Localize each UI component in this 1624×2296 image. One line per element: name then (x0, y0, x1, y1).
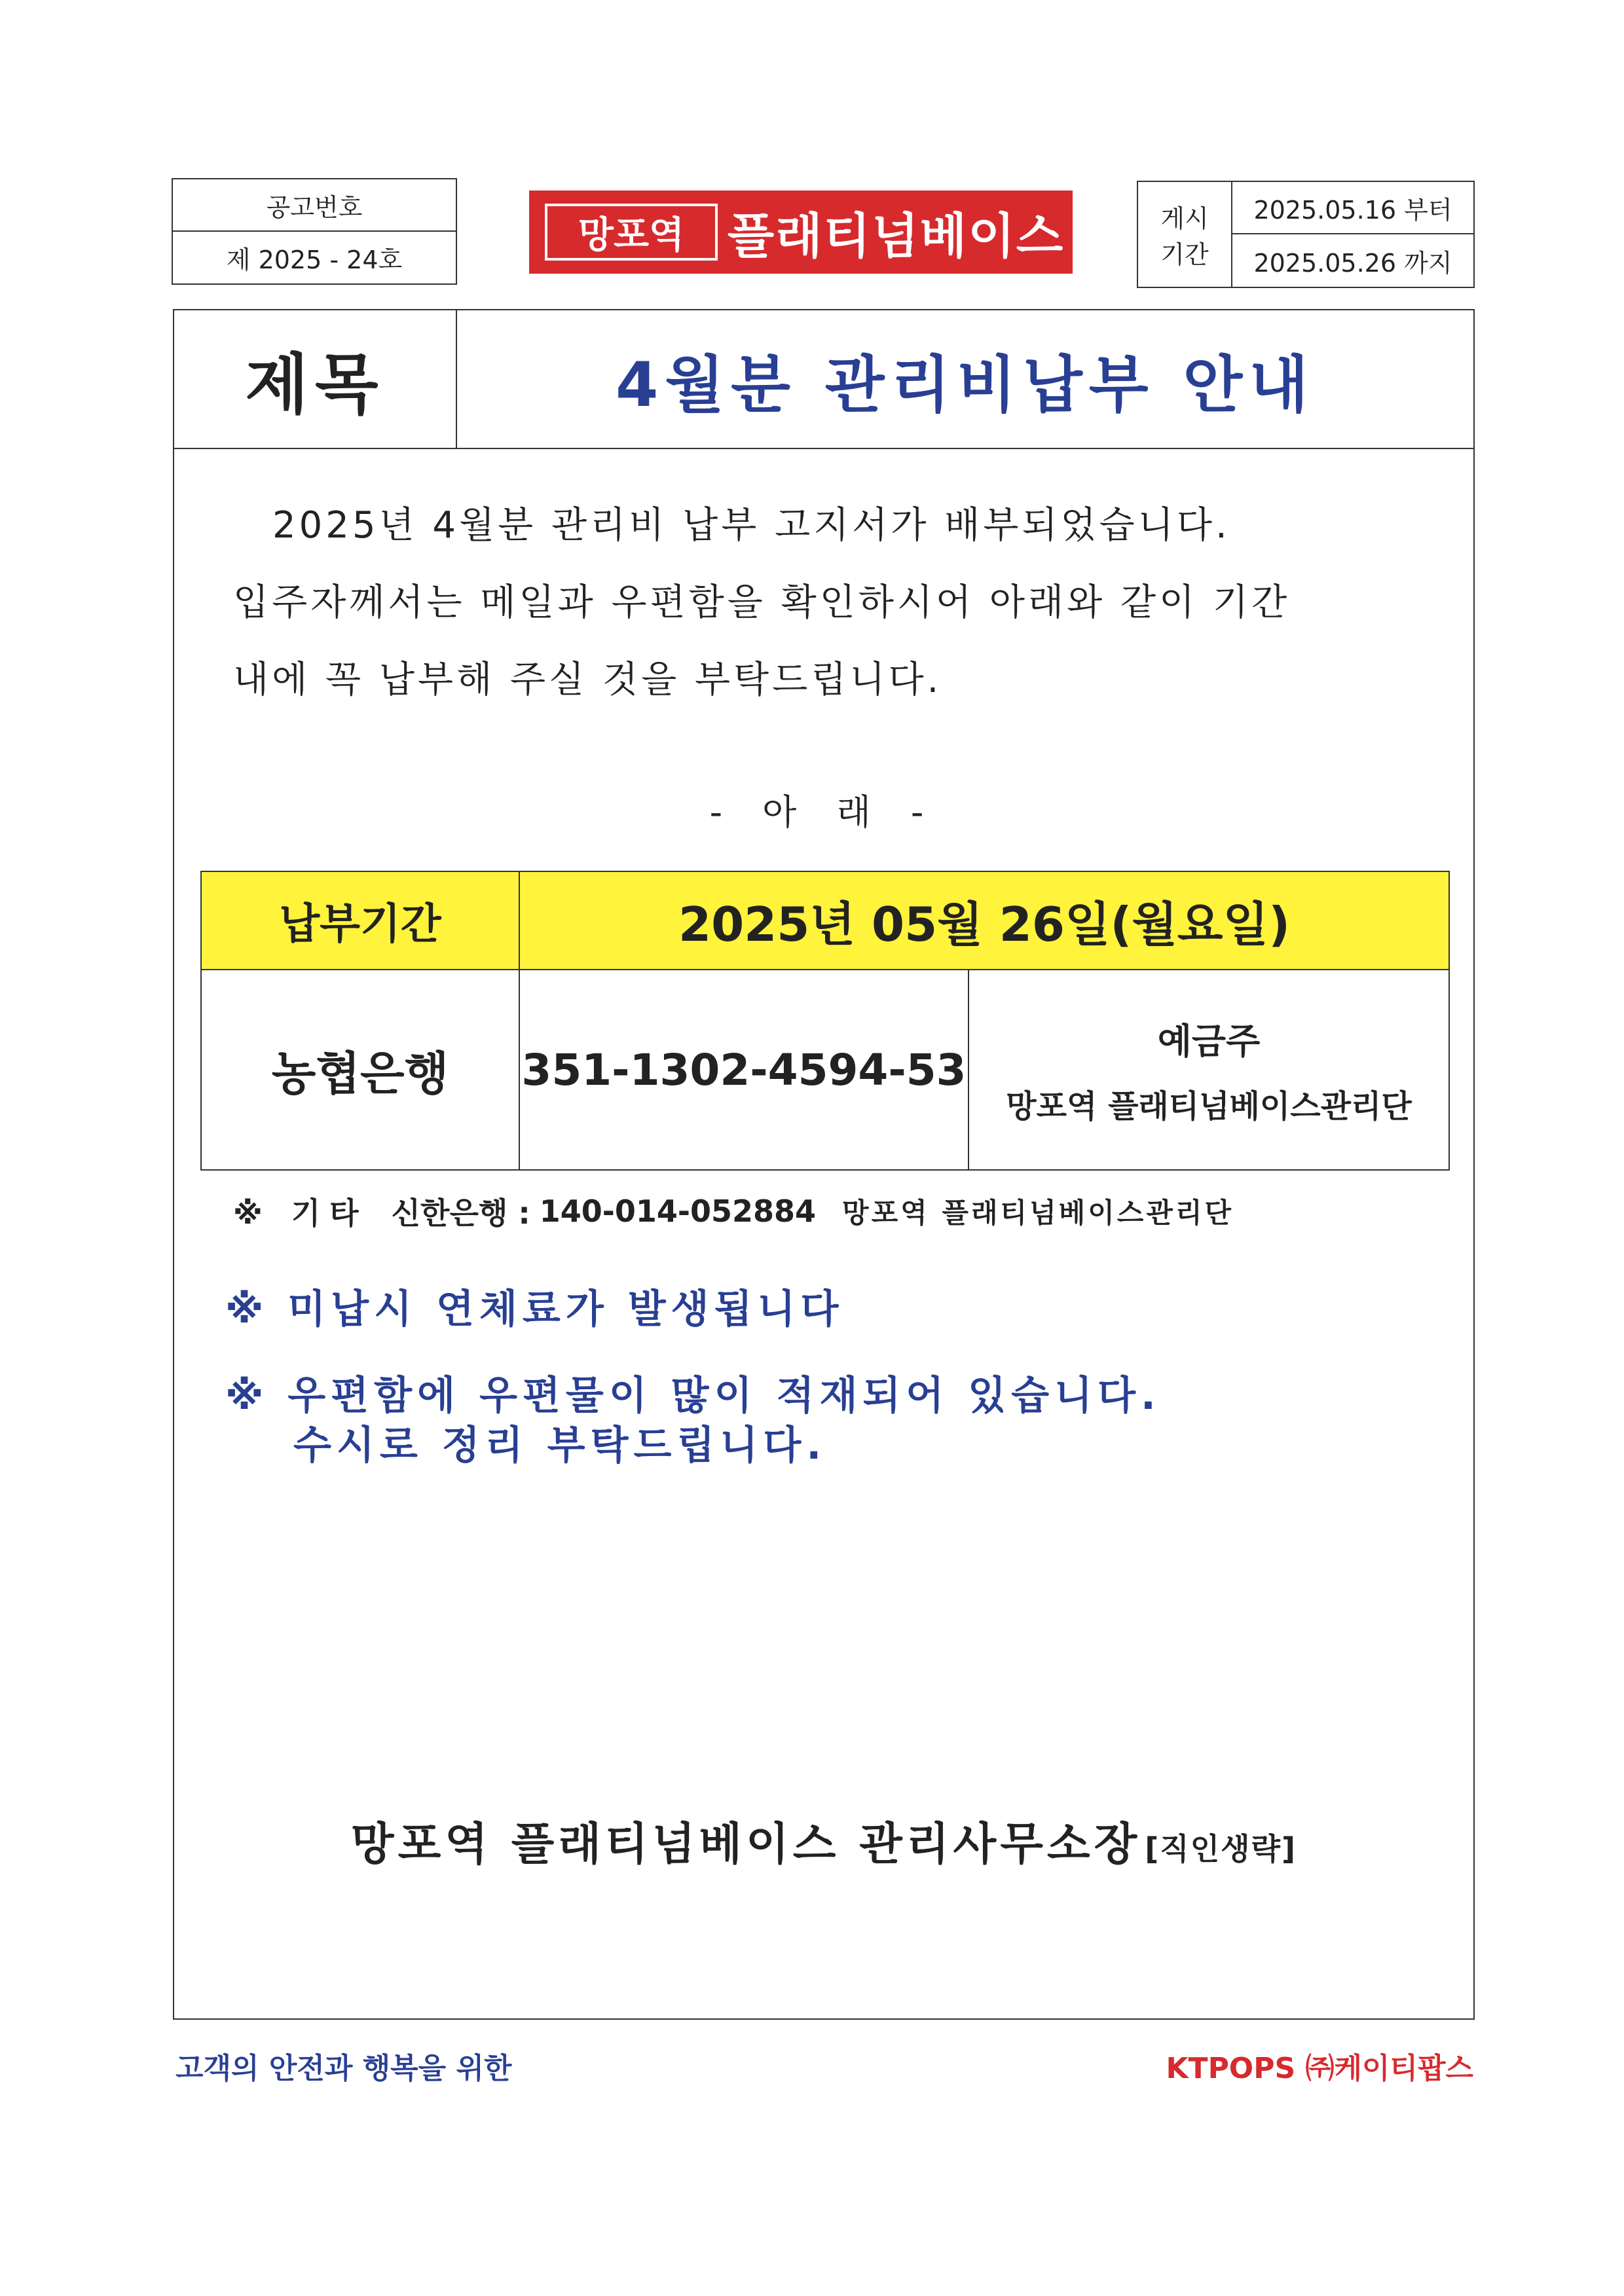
payment-bank-name: 농협은행 (202, 970, 520, 1169)
subject-title: 4월분 관리비납부 안내 (615, 349, 1316, 421)
logo-brand-name: 플래티넘베이스 (727, 208, 1065, 264)
other-account-number: 140-014-052884 (539, 1194, 817, 1229)
posting-period-label (1138, 182, 1232, 287)
section-heading-arae: - 아 래 - (709, 791, 938, 833)
payment-period-value: 2025년 05월 26일(월요일) (520, 872, 1449, 970)
subject-row (174, 310, 1473, 449)
body-line-1: 2025년 4월분 관리비 납부 고지서가 배부되었습니다. (272, 504, 1230, 547)
other-account-line (233, 1185, 1451, 1237)
footer-company: KTPOPS ㈜케이티팝스 (1166, 2052, 1473, 2085)
body-line-2: 입주자께서는 메일과 우편함을 확인하시어 아래와 같이 기간 (233, 581, 1291, 624)
signature-stamp-omitted: [직인생략] (1145, 1831, 1297, 1867)
late-fee-warning: ※ 미납시 연체료가 발생됩니다 (225, 1286, 844, 1332)
mailbox-warning-line-2: 수시로 정리 부탁드립니다. (293, 1423, 827, 1468)
posting-label-line2: 기간 (1160, 240, 1209, 269)
posting-from-date: 2025.05.16 부터 (1232, 182, 1473, 234)
posting-label-line1: 게시 (1160, 204, 1209, 233)
notice-number-value: 제 2025 - 24호 (226, 246, 403, 274)
other-account-label: ※ 기타 (233, 1195, 368, 1231)
brand-logo (529, 191, 1073, 274)
logo-station-tag: 망포역 (545, 204, 718, 261)
notice-number-label: 공고번호 (173, 179, 456, 232)
payment-period-label: 납부기간 (202, 872, 520, 970)
signature-text: 망포역 플래티넘베이스 관리사무소장 (350, 1819, 1141, 1870)
signature-line (174, 1800, 1473, 1872)
body-line-3: 내에 꼭 납부해 주실 것을 부탁드립니다. (233, 659, 942, 701)
posting-to-date: 2025.05.26 까지 (1253, 248, 1452, 278)
payment-account-holder (969, 970, 1449, 1169)
footer-slogan: 고객의 안전과 행복을 위한 (175, 2052, 512, 2085)
other-account-bank: 신한은행 : (391, 1195, 530, 1231)
holder-name: 망포역 플래티넘베이스관리단 (1006, 1088, 1412, 1125)
notice-number-box (172, 178, 457, 285)
payment-account-number: 351-1302-4594-53 (520, 970, 969, 1169)
mailbox-warning (225, 1371, 1443, 1470)
notice-main-frame (173, 309, 1475, 2020)
other-account-holder: 망포역 플래티넘베이스관리단 (842, 1197, 1234, 1229)
subject-label: 제목 (174, 310, 457, 448)
body-paragraph (233, 487, 1451, 719)
payment-table (200, 871, 1450, 1171)
posting-period-box (1137, 181, 1475, 288)
holder-label: 예금주 (1157, 1021, 1261, 1062)
mailbox-warning-line-1: ※ 우편함에 우편물이 많이 적재되어 있습니다. (225, 1373, 1161, 1419)
